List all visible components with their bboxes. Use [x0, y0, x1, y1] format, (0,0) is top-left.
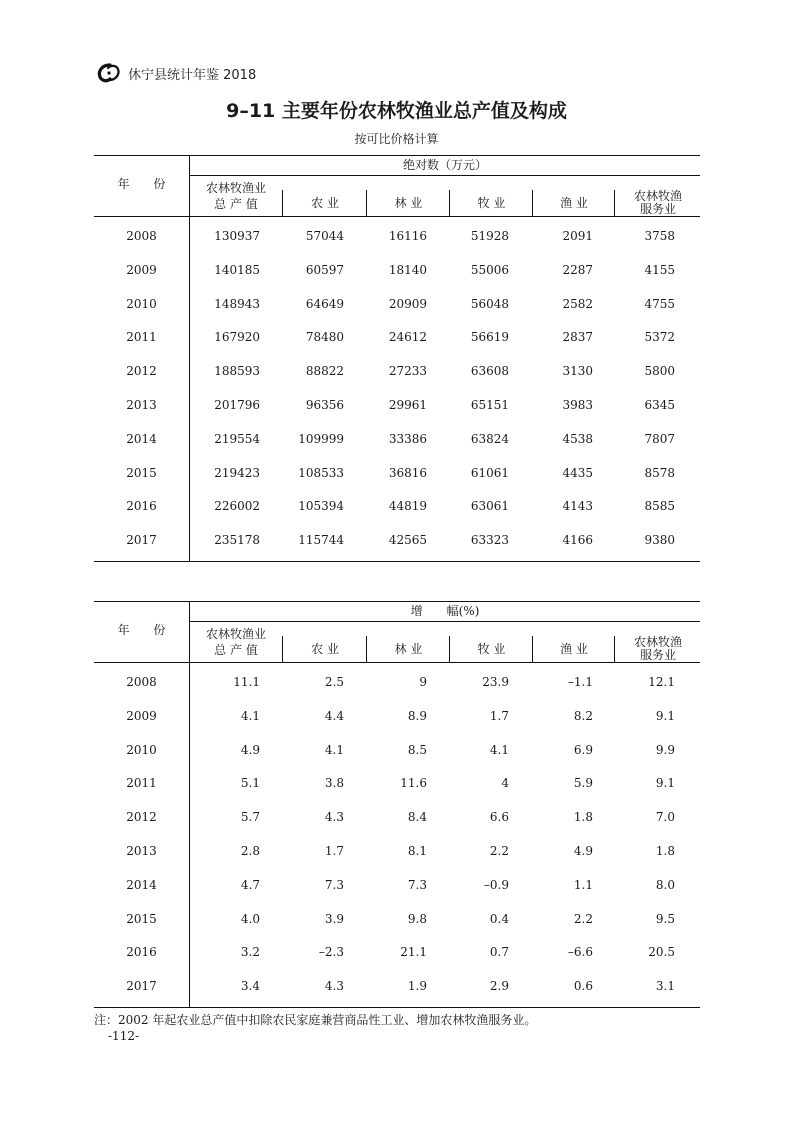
agriculture-cell: –2.3: [318, 945, 344, 960]
service-cell: 4755: [644, 296, 675, 311]
total-cell: 2.8: [240, 843, 260, 858]
fishery-cell: 1.8: [573, 810, 593, 825]
total-header-line2: 总 产 值: [214, 197, 258, 211]
year-cell: 2014: [126, 431, 157, 446]
husbandry-cell: 63061: [470, 499, 509, 514]
fishery-column-header: 渔 业: [532, 190, 615, 216]
table-row: [94, 970, 700, 1004]
year-cell: 2008: [126, 675, 157, 689]
table-row: [94, 457, 700, 491]
agriculture-cell: 78480: [305, 330, 344, 345]
forestry-column-header: 林 业: [366, 636, 450, 662]
year-cell: 2013: [126, 843, 157, 858]
table-row: [94, 734, 700, 768]
service-cell: 9.1: [655, 776, 675, 791]
table-row: [94, 355, 700, 389]
year-cell: 2011: [126, 330, 157, 345]
total-cell: 148943: [214, 296, 260, 311]
forestry-cell: 8.5: [407, 742, 427, 757]
year-cell: 2014: [126, 877, 157, 892]
forestry-column-header: 林 业: [366, 190, 450, 216]
year-cell: 2010: [126, 296, 157, 311]
forestry-cell: 8.9: [407, 708, 427, 723]
year-cell: 2010: [126, 742, 157, 757]
table-row: [94, 524, 700, 558]
husbandry-cell: 2.2: [489, 843, 509, 858]
page-subtitle: 按可比价格计算: [354, 132, 439, 146]
table-row: [94, 288, 700, 322]
running-header: [96, 62, 256, 84]
service-cell: 5800: [644, 364, 675, 379]
table-body: [94, 217, 700, 562]
husbandry-cell: 61061: [470, 465, 509, 480]
table-header: [94, 601, 700, 663]
agriculture-cell: 2.5: [324, 675, 344, 689]
table-row: [94, 801, 700, 835]
agriculture-cell: 64649: [305, 296, 344, 311]
page-number: -112-: [108, 1029, 140, 1043]
total-header-line1: 农林牧渔业: [205, 627, 266, 641]
fishery-cell: –6.6: [567, 945, 593, 960]
husbandry-cell: 6.6: [489, 810, 509, 825]
husbandry-cell: 63323: [470, 533, 509, 548]
fishery-cell: 2837: [562, 330, 593, 345]
year-cell: 2015: [126, 465, 157, 480]
total-cell: 130937: [214, 229, 260, 243]
table-row: [94, 700, 700, 734]
fishery-cell: 4166: [562, 533, 593, 548]
fishery-cell: –1.1: [567, 675, 593, 689]
total-cell: 11.1: [233, 675, 260, 689]
forestry-cell: 7.3: [407, 877, 427, 892]
husbandry-cell: 4: [501, 776, 509, 791]
agriculture-cell: 60597: [305, 262, 344, 277]
agriculture-cell: 7.3: [324, 877, 344, 892]
agriculture-cell: 96356: [305, 397, 344, 412]
yearbook-logo-icon: [96, 62, 122, 84]
year-cell: 2011: [126, 776, 157, 791]
total-cell: 5.7: [240, 810, 260, 825]
service-cell: 3758: [644, 229, 675, 243]
husbandry-cell: 0.4: [489, 911, 509, 926]
forestry-cell: 44819: [388, 499, 427, 514]
table-row: [94, 254, 700, 288]
agriculture-cell: 108533: [298, 465, 344, 480]
service-cell: 8578: [644, 465, 675, 480]
year-cell: 2015: [126, 911, 157, 926]
table-body: [94, 663, 700, 1008]
husbandry-cell: –0.9: [483, 877, 509, 892]
total-cell: 4.7: [240, 877, 260, 892]
forestry-cell: 20909: [388, 296, 427, 311]
agriculture-cell: 4.4: [324, 708, 344, 723]
forestry-cell: 42565: [388, 533, 427, 548]
forestry-cell: 9: [419, 675, 427, 689]
fishery-cell: 0.6: [573, 979, 593, 994]
year-cell: 2012: [126, 810, 157, 825]
total-header-line1: 农林牧渔业: [205, 181, 266, 195]
fishery-cell: 6.9: [573, 742, 593, 757]
table-row: [94, 666, 700, 700]
forestry-cell: 8.4: [407, 810, 427, 825]
fishery-cell: 1.1: [573, 877, 593, 892]
total-header-line2: 总 产 值: [214, 643, 258, 657]
total-cell: 3.4: [240, 979, 260, 994]
agriculture-cell: 4.3: [324, 979, 344, 994]
total-column-header: [190, 626, 282, 658]
year-cell: 2017: [126, 979, 157, 994]
year-column-header: 年 份: [117, 177, 176, 191]
total-cell: 188593: [214, 364, 260, 379]
forestry-cell: 11.6: [400, 776, 427, 791]
husbandry-column-header: 牧 业: [449, 190, 533, 216]
service-cell: 9.9: [655, 742, 675, 757]
agriculture-cell: 4.3: [324, 810, 344, 825]
husbandry-cell: 63608: [470, 364, 509, 379]
year-cell: 2009: [126, 708, 157, 723]
husbandry-cell: 51928: [470, 229, 509, 243]
year-cell: 2008: [126, 229, 157, 243]
year-cell: 2012: [126, 364, 157, 379]
year-cell: 2013: [126, 397, 157, 412]
table-row: [94, 936, 700, 970]
agriculture-cell: 1.7: [324, 843, 344, 858]
service-cell: 20.5: [648, 945, 675, 960]
year-column-header: 年 份: [117, 623, 176, 637]
fishery-cell: 2582: [562, 296, 593, 311]
agriculture-cell: 57044: [305, 229, 344, 243]
fishery-cell: 4.9: [573, 843, 593, 858]
book-title: 休宁县统计年鉴 2018: [128, 67, 257, 83]
fishery-cell: 2287: [562, 262, 593, 277]
service-cell: 8585: [644, 499, 675, 514]
service-column-header: [614, 636, 701, 662]
agriculture-cell: 115744: [298, 533, 344, 548]
table-row: [94, 903, 700, 937]
forestry-cell: 18140: [388, 262, 427, 277]
husbandry-cell: 1.7: [489, 708, 509, 723]
table-row: [94, 869, 700, 903]
table-row: [94, 767, 700, 801]
forestry-cell: 9.8: [407, 911, 427, 926]
page-title: 9–11 主要年份农林牧渔业总产值及构成: [226, 100, 567, 122]
husbandry-cell: 23.9: [482, 675, 509, 689]
service-cell: 9.1: [655, 708, 675, 723]
total-cell: 235178: [214, 533, 260, 548]
agriculture-cell: 3.9: [324, 911, 344, 926]
agriculture-column-header: 农 业: [282, 190, 367, 216]
year-cell: 2009: [126, 262, 157, 277]
total-cell: 3.2: [240, 945, 260, 960]
fishery-cell: 3130: [562, 364, 593, 379]
forestry-cell: 33386: [388, 431, 427, 446]
year-cell: 2016: [126, 499, 157, 514]
service-cell: 3.1: [655, 979, 675, 994]
husbandry-cell: 56619: [470, 330, 509, 345]
group-label: 绝对数（万元）: [190, 156, 700, 176]
total-cell: 5.1: [240, 776, 260, 791]
husbandry-cell: 4.1: [489, 742, 509, 757]
table-row: [94, 220, 700, 254]
table-row: [94, 835, 700, 869]
fishery-cell: 4538: [562, 431, 593, 446]
husbandry-column-header: 牧 业: [449, 636, 533, 662]
husbandry-cell: 56048: [470, 296, 509, 311]
fishery-cell: 3983: [562, 397, 593, 412]
total-cell: 226002: [214, 499, 260, 514]
service-cell: 1.8: [655, 843, 675, 858]
forestry-cell: 21.1: [400, 945, 427, 960]
total-cell: 219554: [214, 431, 260, 446]
table-row: [94, 490, 700, 524]
group-label: 增 幅(%): [190, 602, 700, 622]
total-cell: 4.1: [240, 708, 260, 723]
fishery-cell: 2091: [562, 229, 593, 243]
fishery-cell: 4435: [562, 465, 593, 480]
forestry-cell: 36816: [388, 465, 427, 480]
forestry-cell: 27233: [388, 364, 427, 379]
service-cell: 7.0: [655, 810, 675, 825]
total-cell: 140185: [214, 262, 260, 277]
service-header-line1: 农林牧渔: [633, 189, 682, 203]
service-cell: 7807: [644, 431, 675, 446]
agriculture-column-header: 农 业: [282, 636, 367, 662]
agriculture-cell: 3.8: [324, 776, 344, 791]
forestry-cell: 16116: [388, 229, 427, 243]
absolute-value-table: [94, 155, 700, 562]
agriculture-cell: 4.1: [324, 742, 344, 757]
husbandry-cell: 65151: [470, 397, 509, 412]
fishery-cell: 4143: [562, 499, 593, 514]
fishery-column-header: 渔 业: [532, 636, 615, 662]
forestry-cell: 29961: [388, 397, 427, 412]
husbandry-cell: 0.7: [489, 945, 509, 960]
table-row: [94, 423, 700, 457]
year-cell: 2016: [126, 945, 157, 960]
fishery-cell: 2.2: [573, 911, 593, 926]
year-cell: 2017: [126, 533, 157, 548]
agriculture-cell: 105394: [298, 499, 344, 514]
service-column-header: [614, 190, 701, 216]
total-cell: 4.0: [240, 911, 260, 926]
table-row: [94, 321, 700, 355]
forestry-cell: 8.1: [407, 843, 427, 858]
service-header-line2: 服务业: [639, 202, 676, 216]
husbandry-cell: 63824: [470, 431, 509, 446]
fishery-cell: 8.2: [573, 708, 593, 723]
service-cell: 12.1: [648, 675, 675, 689]
footnote: 注：2002 年起农业总产值中扣除农民家庭兼营商品性工业、增加农林牧渔服务业。: [94, 1013, 537, 1027]
service-cell: 9.5: [655, 911, 675, 926]
service-header-line1: 农林牧渔: [633, 635, 682, 649]
service-cell: 8.0: [655, 877, 675, 892]
husbandry-cell: 55006: [470, 262, 509, 277]
total-column-header: [190, 180, 282, 212]
total-cell: 201796: [214, 397, 260, 412]
service-cell: 4155: [644, 262, 675, 277]
forestry-cell: 24612: [388, 330, 427, 345]
forestry-cell: 1.9: [407, 979, 427, 994]
total-cell: 167920: [214, 330, 260, 345]
total-cell: 219423: [214, 465, 260, 480]
total-cell: 4.9: [240, 742, 260, 757]
service-cell: 9380: [644, 533, 675, 548]
service-cell: 6345: [644, 397, 675, 412]
service-cell: 5372: [644, 330, 675, 345]
table-row: [94, 389, 700, 423]
agriculture-cell: 88822: [305, 364, 344, 379]
growth-rate-table: [94, 601, 700, 1008]
table-header: [94, 155, 700, 217]
fishery-cell: 5.9: [573, 776, 593, 791]
husbandry-cell: 2.9: [489, 979, 509, 994]
service-header-line2: 服务业: [639, 648, 676, 662]
agriculture-cell: 109999: [298, 431, 344, 446]
